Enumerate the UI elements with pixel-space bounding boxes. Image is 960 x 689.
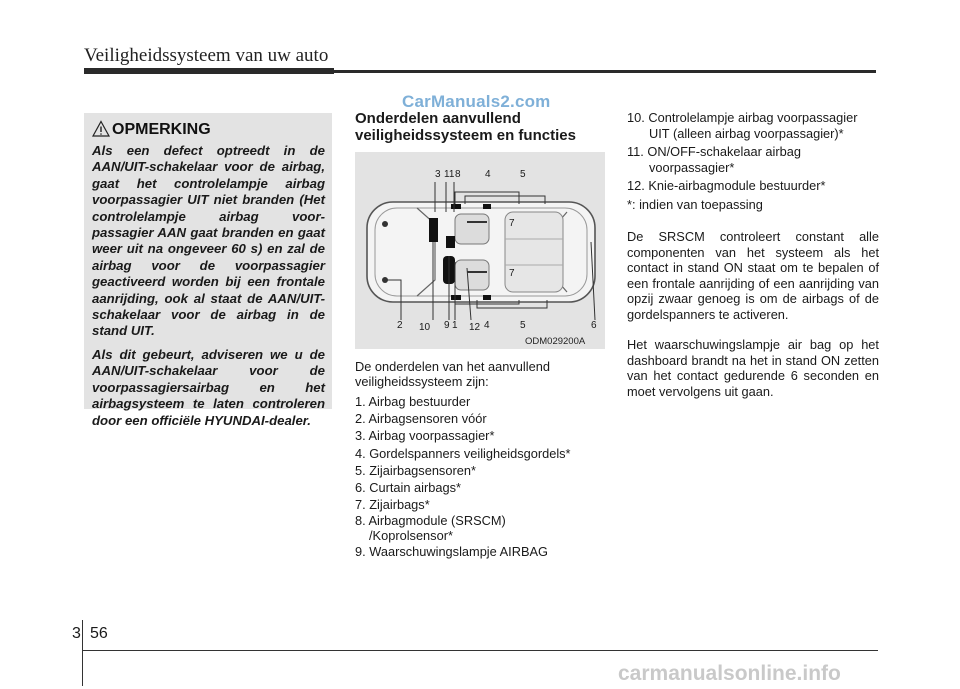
section-number: 3 xyxy=(72,625,81,642)
figure-label-5-top: 5 xyxy=(520,169,526,180)
figure-label-4-top: 4 xyxy=(485,169,491,180)
list-item-continuation: UIT (alleen airbag voorpassagier)* xyxy=(649,125,844,141)
figure-label-8: 8 xyxy=(455,169,461,180)
figure-label-1: 1 xyxy=(452,320,458,331)
header-title: Veiligheidssysteem van uw auto xyxy=(84,45,329,66)
note-heading: OPMERKING xyxy=(112,121,211,138)
list-item-continuation: voorpassagier* xyxy=(649,159,735,175)
figure-label-10: 10 xyxy=(419,322,431,333)
note-paragraph-1: Als een defect optreedt in de AAN/UIT-schakelaar voor de airbag, gaat het controlelampje airbag voorpassagier UIT niet branden (Het controlelampje airbag voor-passagier AAN gaat branden en gaat weer uit na ongeveer 60 s) en zal de airbag voor de voorpassagier geactiveerd worden bij een frontale aanrijding, ook al staat de AAN/UIT-schakelaar voor de airbag in de stand UIT. xyxy=(92,143,325,339)
list-item: 3. Airbag voorpassagier* xyxy=(355,428,495,444)
list-item: 5. Zijairbagsensoren* xyxy=(355,462,476,478)
figure-label-5-bottom: 5 xyxy=(520,320,526,331)
note-paragraph-2: Als dit gebeurt, adviseren we u de AAN/UIT-schakelaar voor de voorpassagiersairbag en het airbagsysteem te laten controleren door een officiële HYUNDAI-dealer. xyxy=(92,346,325,428)
warning-triangle-icon xyxy=(92,120,110,138)
figure-label-12: 12 xyxy=(469,322,481,333)
list-item: 4. Gordelspanners veiligheidsgordels* xyxy=(355,445,571,461)
page-number: 56 xyxy=(90,625,108,642)
list-item-continuation: /Koprolsensor* xyxy=(369,528,453,544)
list-item: 11. ON/OFF-schakelaar airbag xyxy=(627,144,802,160)
footer-rule xyxy=(82,650,878,651)
component-list-continued xyxy=(627,110,879,216)
list-item xyxy=(627,110,879,126)
figure-label-7-bottom: 7 xyxy=(509,268,515,279)
list-item: 12. Knie-airbagmodule bestuurder* xyxy=(627,178,826,194)
note-text xyxy=(92,143,325,436)
section-intro: De onderdelen van het aanvullend veiligheidssysteem zijn: xyxy=(355,359,550,389)
car-top-view-diagram xyxy=(355,152,605,349)
figure-label-9: 9 xyxy=(444,320,450,331)
warning-light-paragraph: Het waarschuwingslampje air bag op het dashboard brandt na het in stand ON zetten van het contact gedurende 6 seconden en moet vervolgens uit gaan. xyxy=(627,337,879,399)
section-heading: Onderdelen aanvullend veiligheidssysteem en functies xyxy=(355,110,576,144)
list-item: 9. Waarschuwingslampje AIRBAG xyxy=(355,544,548,560)
list-item: 1. Airbag bestuurder xyxy=(355,394,471,409)
list-item-text: 10. Controlelampje airbag voorpassagier xyxy=(627,110,858,125)
figure-label-4-bottom: 4 xyxy=(484,320,490,331)
figure-label-2: 2 xyxy=(397,320,403,331)
figure-label-6: 6 xyxy=(591,320,597,331)
list-item: 6. Curtain airbags* xyxy=(355,480,461,496)
watermark-top: CarManuals2.com xyxy=(402,92,551,111)
watermark-bottom: carmanualsonline.info xyxy=(618,662,841,685)
figure-label-11: 11 xyxy=(444,169,455,180)
figure-code: ODM029200A xyxy=(525,336,586,347)
footer-divider xyxy=(82,620,83,686)
figure-label-3: 3 xyxy=(435,169,441,180)
srscm-paragraph: De SRSCM controleert constant alle componenten van het systeem als het contact in stand ON staat om te bepalen of een frontale aanrijding of een aanrijding van opzij zwaar genoeg is om de airbags of de gordelspanners te activeren. xyxy=(627,229,879,322)
figure-label-7-top: 7 xyxy=(509,218,515,229)
footnote: *: indien van toepassing xyxy=(627,196,763,212)
header-rule-accent xyxy=(84,68,334,74)
list-item: 7. Zijairbags* xyxy=(355,497,430,513)
component-list xyxy=(355,393,605,561)
list-item: 2. Airbagsensoren vóór xyxy=(355,411,487,427)
list-item: 8. Airbagmodule (SRSCM) xyxy=(355,513,506,529)
srs-figure xyxy=(355,152,605,349)
